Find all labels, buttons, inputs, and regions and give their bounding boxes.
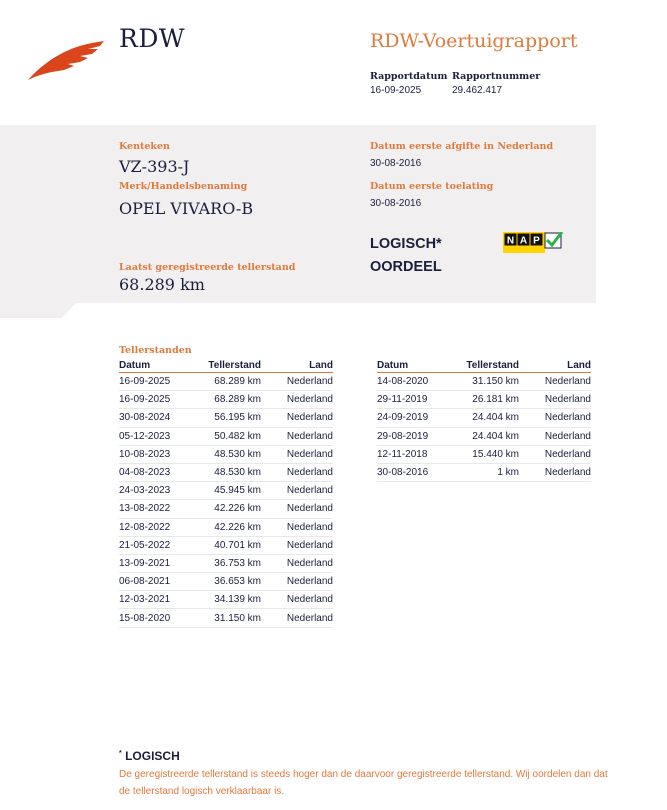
reading-value: 42.226 km	[189, 500, 261, 518]
reading-country: Nederland	[261, 373, 333, 391]
table-row	[119, 427, 333, 445]
first-admission-label: Datum eerste toelating	[370, 181, 494, 192]
reading-date: 21-05-2022	[119, 536, 189, 554]
table-row	[119, 445, 333, 463]
reading-date: 12-08-2022	[119, 518, 189, 536]
table-row	[377, 409, 591, 427]
reading-country: Nederland	[261, 500, 333, 518]
reading-value: 40.701 km	[189, 536, 261, 554]
reading-country: Nederland	[261, 409, 333, 427]
col-country-header: Land	[261, 358, 333, 373]
vehicle-summary-panel	[0, 125, 596, 318]
table-row	[119, 373, 333, 391]
reading-date: 30-08-2016	[377, 463, 447, 481]
reading-date: 13-08-2022	[119, 500, 189, 518]
reading-value: 50.482 km	[189, 427, 261, 445]
reading-date: 14-08-2020	[377, 373, 447, 391]
reading-value: 24.404 km	[447, 427, 519, 445]
reading-date: 29-11-2019	[377, 391, 447, 409]
rdw-wing-logo-icon	[28, 40, 108, 82]
svg-text:N: N	[506, 235, 515, 247]
report-number: 29.462.417	[452, 85, 503, 96]
table-row	[377, 391, 591, 409]
plate-label: Kenteken	[119, 141, 170, 152]
odometer-label: Laatst geregistreerde tellerstand	[119, 262, 296, 273]
first-issue-nl-date: 30-08-2016	[370, 158, 422, 169]
table-row	[377, 427, 591, 445]
reading-country: Nederland	[261, 554, 333, 572]
verdict-line-1: LOGISCH*	[370, 236, 442, 252]
reading-date: 05-12-2023	[119, 427, 189, 445]
col-reading-header: Tellerstand	[447, 358, 519, 373]
report-date-label: Rapportdatum	[370, 71, 448, 82]
table-row	[119, 391, 333, 409]
table-header-row	[119, 358, 333, 373]
first-issue-nl-label: Datum eerste afgifte in Nederland	[370, 141, 554, 152]
reading-value: 31.150 km	[189, 609, 261, 627]
reading-country: Nederland	[519, 391, 591, 409]
verdict-line-2: OORDEEL	[370, 259, 442, 275]
reading-date: 29-08-2019	[377, 427, 447, 445]
reading-country: Nederland	[519, 463, 591, 481]
last-odometer: 68.289 km	[119, 275, 205, 294]
readings-table-left	[119, 358, 333, 628]
report-date: 16-09-2025	[370, 85, 422, 96]
reading-date: 16-09-2025	[119, 373, 189, 391]
table-row	[119, 482, 333, 500]
table-header-row	[377, 358, 591, 373]
reading-value: 36.753 km	[189, 554, 261, 572]
reading-country: Nederland	[519, 373, 591, 391]
col-date-header: Datum	[119, 358, 189, 373]
reading-country: Nederland	[519, 409, 591, 427]
svg-text:A: A	[519, 235, 528, 247]
footnote-title-text: LOGISCH	[125, 749, 180, 763]
reading-value: 56.195 km	[189, 409, 261, 427]
reading-value: 45.945 km	[189, 482, 261, 500]
reading-country: Nederland	[261, 445, 333, 463]
reading-date: 12-03-2021	[119, 591, 189, 609]
reading-country: Nederland	[261, 591, 333, 609]
reading-date: 13-09-2021	[119, 554, 189, 572]
reading-date: 06-08-2021	[119, 573, 189, 591]
table-row	[119, 591, 333, 609]
reading-country: Nederland	[261, 536, 333, 554]
reading-country: Nederland	[261, 518, 333, 536]
reading-value: 48.530 km	[189, 445, 261, 463]
table-row	[119, 554, 333, 572]
reading-value: 68.289 km	[189, 391, 261, 409]
table-row	[119, 409, 333, 427]
reading-date: 04-08-2023	[119, 463, 189, 481]
reading-value: 24.404 km	[447, 409, 519, 427]
reading-country: Nederland	[261, 609, 333, 627]
license-plate: VZ-393-J	[119, 157, 190, 176]
table-row	[119, 463, 333, 481]
footnote-marker: *	[119, 750, 122, 757]
reading-date: 30-08-2024	[119, 409, 189, 427]
reading-value: 42.226 km	[189, 518, 261, 536]
reading-country: Nederland	[519, 427, 591, 445]
table-row	[377, 373, 591, 391]
reading-country: Nederland	[519, 445, 591, 463]
table-row	[119, 500, 333, 518]
table-row	[377, 445, 591, 463]
reading-date: 16-09-2025	[119, 391, 189, 409]
reading-value: 68.289 km	[189, 373, 261, 391]
reading-value: 48.530 km	[189, 463, 261, 481]
reading-value: 1 km	[447, 463, 519, 481]
reading-country: Nederland	[261, 463, 333, 481]
report-number-label: Rapportnummer	[452, 71, 541, 82]
reading-date: 15-08-2020	[119, 609, 189, 627]
reading-value: 34.139 km	[189, 591, 261, 609]
reading-date: 24-03-2023	[119, 482, 189, 500]
svg-text:P: P	[533, 235, 540, 247]
reading-date: 24-09-2019	[377, 409, 447, 427]
table-row	[377, 463, 591, 481]
reading-value: 31.150 km	[447, 373, 519, 391]
table-row	[119, 573, 333, 591]
reading-date: 12-11-2018	[377, 445, 447, 463]
report-title: RDW-Voertuigrapport	[370, 30, 578, 52]
col-reading-header: Tellerstand	[189, 358, 261, 373]
vehicle-make: OPEL VIVARO-B	[119, 199, 254, 218]
table-row	[119, 518, 333, 536]
brand-name: RDW	[119, 24, 186, 53]
reading-value: 15.440 km	[447, 445, 519, 463]
readings-table-right	[377, 358, 591, 482]
reading-country: Nederland	[261, 573, 333, 591]
col-date-header: Datum	[377, 358, 447, 373]
reading-country: Nederland	[261, 427, 333, 445]
footnote-text: De geregistreerde tellerstand is steeds hoger dan de daarvoor geregistreerde tellerstand. Wij oordelen dan dat de tellerstand logisch verklaarbaar is.	[119, 769, 608, 797]
reading-value: 36.653 km	[189, 573, 261, 591]
make-label: Merk/Handelsbenaming	[119, 181, 248, 192]
reading-country: Nederland	[261, 391, 333, 409]
col-country-header: Land	[519, 358, 591, 373]
footnote-title	[119, 749, 180, 763]
nap-checkmark-icon	[503, 232, 563, 256]
first-admission-date: 30-08-2016	[370, 198, 422, 209]
table-row	[119, 609, 333, 627]
reading-date: 10-08-2023	[119, 445, 189, 463]
reading-country: Nederland	[261, 482, 333, 500]
table-row	[119, 536, 333, 554]
reading-value: 26.181 km	[447, 391, 519, 409]
readings-title: Tellerstanden	[119, 345, 192, 356]
